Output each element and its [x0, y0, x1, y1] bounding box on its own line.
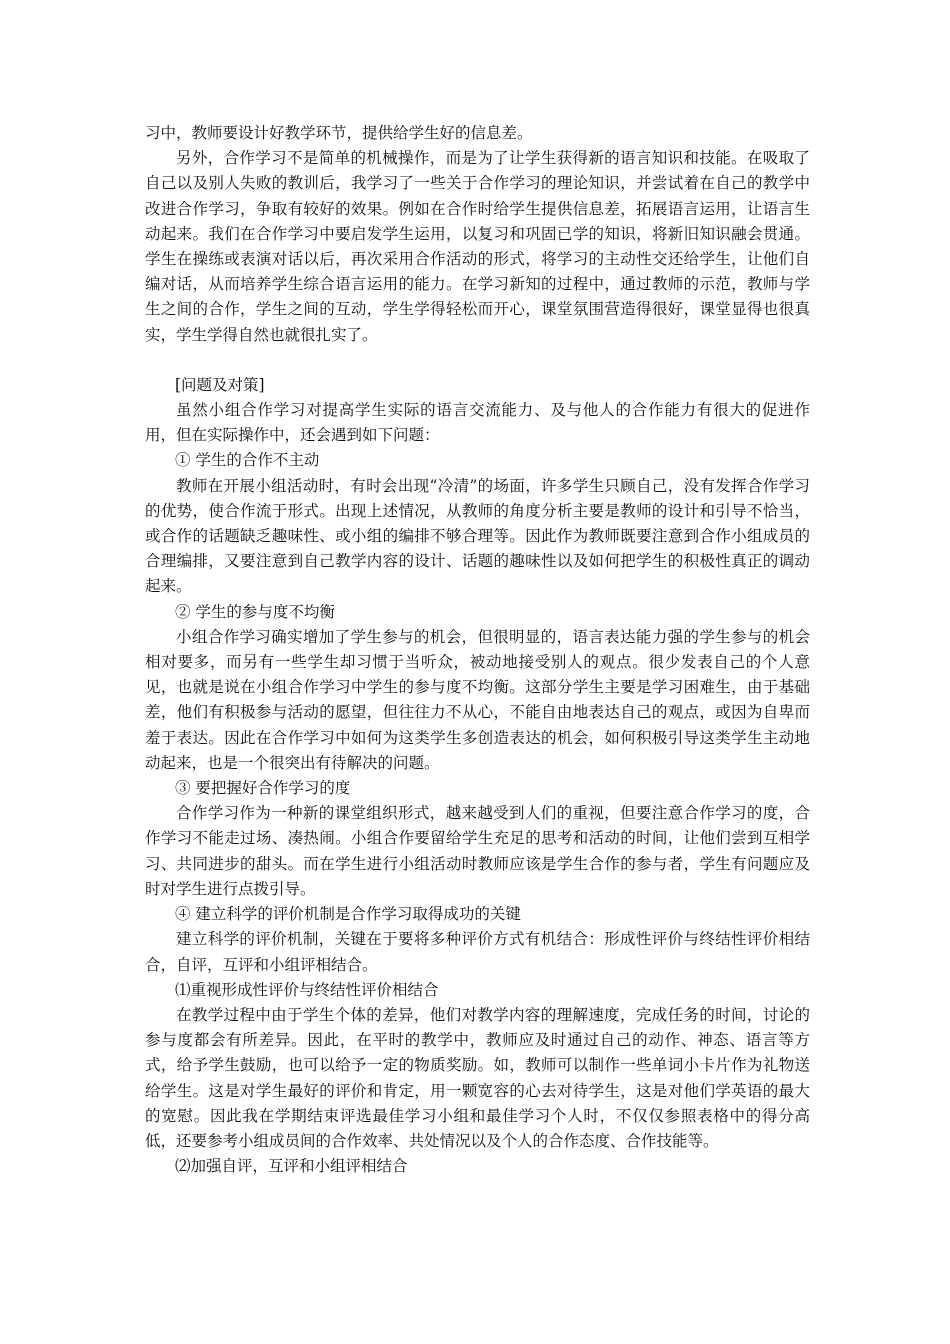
- section-heading-problems: [问题及对策]: [175, 375, 265, 394]
- paragraph-cooperative-learning: 另外，合作学习不是简单的机械操作，而是为了让学生获得新的语言知识和技能。在吸取了自己以及别人失败的教训后，我学习了一些关于合作学习的理论知识，并尝试着在自己的教学中改进合作学习，争取有较好的效果。例如在合作时给学生提供信息差，拓展语言运用，让语言生动起来。我们在合作学习中要启发学生运用，以复习和巩固已学的知识，将新旧知识融会贯通。学生在操练或表演对话以后，再次采用合作活动的形式，将学习的主动性交还给学生，让他们自编对话，从而培养学生综合语言运用的能力。在学习新知的过程中，通过教师的示范，教师与学生之间的合作，学生之间的互动，学生学得轻松而开心，课堂氛围营造得很好，课堂显得也很真实，学生学得自然也就很扎实了。: [145, 149, 810, 344]
- problem-item-2: ② 学生的参与度不均衡: [175, 602, 335, 621]
- problem-item-3: ③ 要把握好合作学习的度: [175, 779, 351, 798]
- paragraph-continuation: 习中，教师要设计好教学环节，提供给学生好的信息差。: [145, 124, 533, 142]
- blank-line: [145, 348, 810, 373]
- paragraph-problem-3: 合作学习作为一种新的课堂组织形式，越来越受到人们的重视，但要注意合作学习的度，合作学习不能走过场、凑热闹。小组合作要留给学生充足的思考和活动的时间，让他们尝到互相学习、共同进步的甜头。而在学生进行小组活动时教师应该是学生合作的参与者，学生有问题应及时对学生进行点拨引导。: [145, 804, 810, 898]
- sub-item-1: ⑴重视形成性评价与终结性评价相结合: [175, 980, 439, 999]
- paragraph-sub-item-1: 在教学过程中由于学生个体的差异，他们对教学内容的理解速度，完成任务的时间，讨论的参与度都会有所差异。因此，在平时的教学中，教师应及时通过自己的动作、神态、语言等方式，给予学生鼓励，也可以给予一定的物质奖励。如，教师可以制作一些单词小卡片作为礼物送给学生。这是对学生最好的评价和肯定，用一颗宽容的心去对待学生，这是对他们学英语的最大的宽慰。因此我在学期结束评选最佳学习小组和最佳学习个人时，不仅仅参照表格中的得分高低，还要参考小组成员间的合作效率、共处情况以及个人的合作态度、合作技能等。: [145, 1005, 810, 1150]
- sub-item-2: ⑵加强自评，互评和小组评相结合: [175, 1157, 408, 1176]
- document-page: [145, 121, 810, 1179]
- paragraph-problem-2: 小组合作学习确实增加了学生参与的机会，但很明显的，语言表达能力强的学生参与的机会相对要多，而另有一些学生却习惯于当听众，被动地接受别人的观点。很少发表自己的个人意见，也就是说在小组合作学习中学生的参与度不均衡。这部分学生主要是学习困难生，由于基础差，他们有积极参与活动的愿望，但往往力不从心，不能自由地表达自己的观点，或因为自卑而羞于表达。因此在合作学习中如何为这类学生多创造表达的机会，如何积极引导这类学生主动地动起来，也是一个很突出有待解决的问题。: [145, 627, 810, 772]
- paragraph-problem-1: 教师在开展小组活动时，有时会出现“冷清”的场面，许多学生只顾自己，没有发挥合作学习的优势，使合作流于形式。出现上述情况，从教师的角度分析主要是教师的设计和引导不恰当，或合作的话题缺乏趣味性、或小组的编排不够合理等。因此作为教师既要注意到合作小组成员的合理编排，又要注意到自己教学内容的设计、话题的趣味性以及如何把学生的积极性真正的调动起来。: [145, 476, 810, 596]
- paragraph-problem-4: 建立科学的评价机制，关键在于要将多种评价方式有机结合：形成性评价与终结性评价相结合，自评，互评和小组评相结合。: [145, 930, 810, 974]
- problem-item-4: ④ 建立科学的评价机制是合作学习取得成功的关键: [175, 905, 521, 924]
- paragraph-intro-problems: 虽然小组合作学习对提高学生实际的语言交流能力、及与他人的合作能力有很大的促进作用，但在实际操作中，还会遇到如下问题：: [145, 401, 810, 445]
- problem-item-1: ① 学生的合作不主动: [175, 451, 320, 470]
